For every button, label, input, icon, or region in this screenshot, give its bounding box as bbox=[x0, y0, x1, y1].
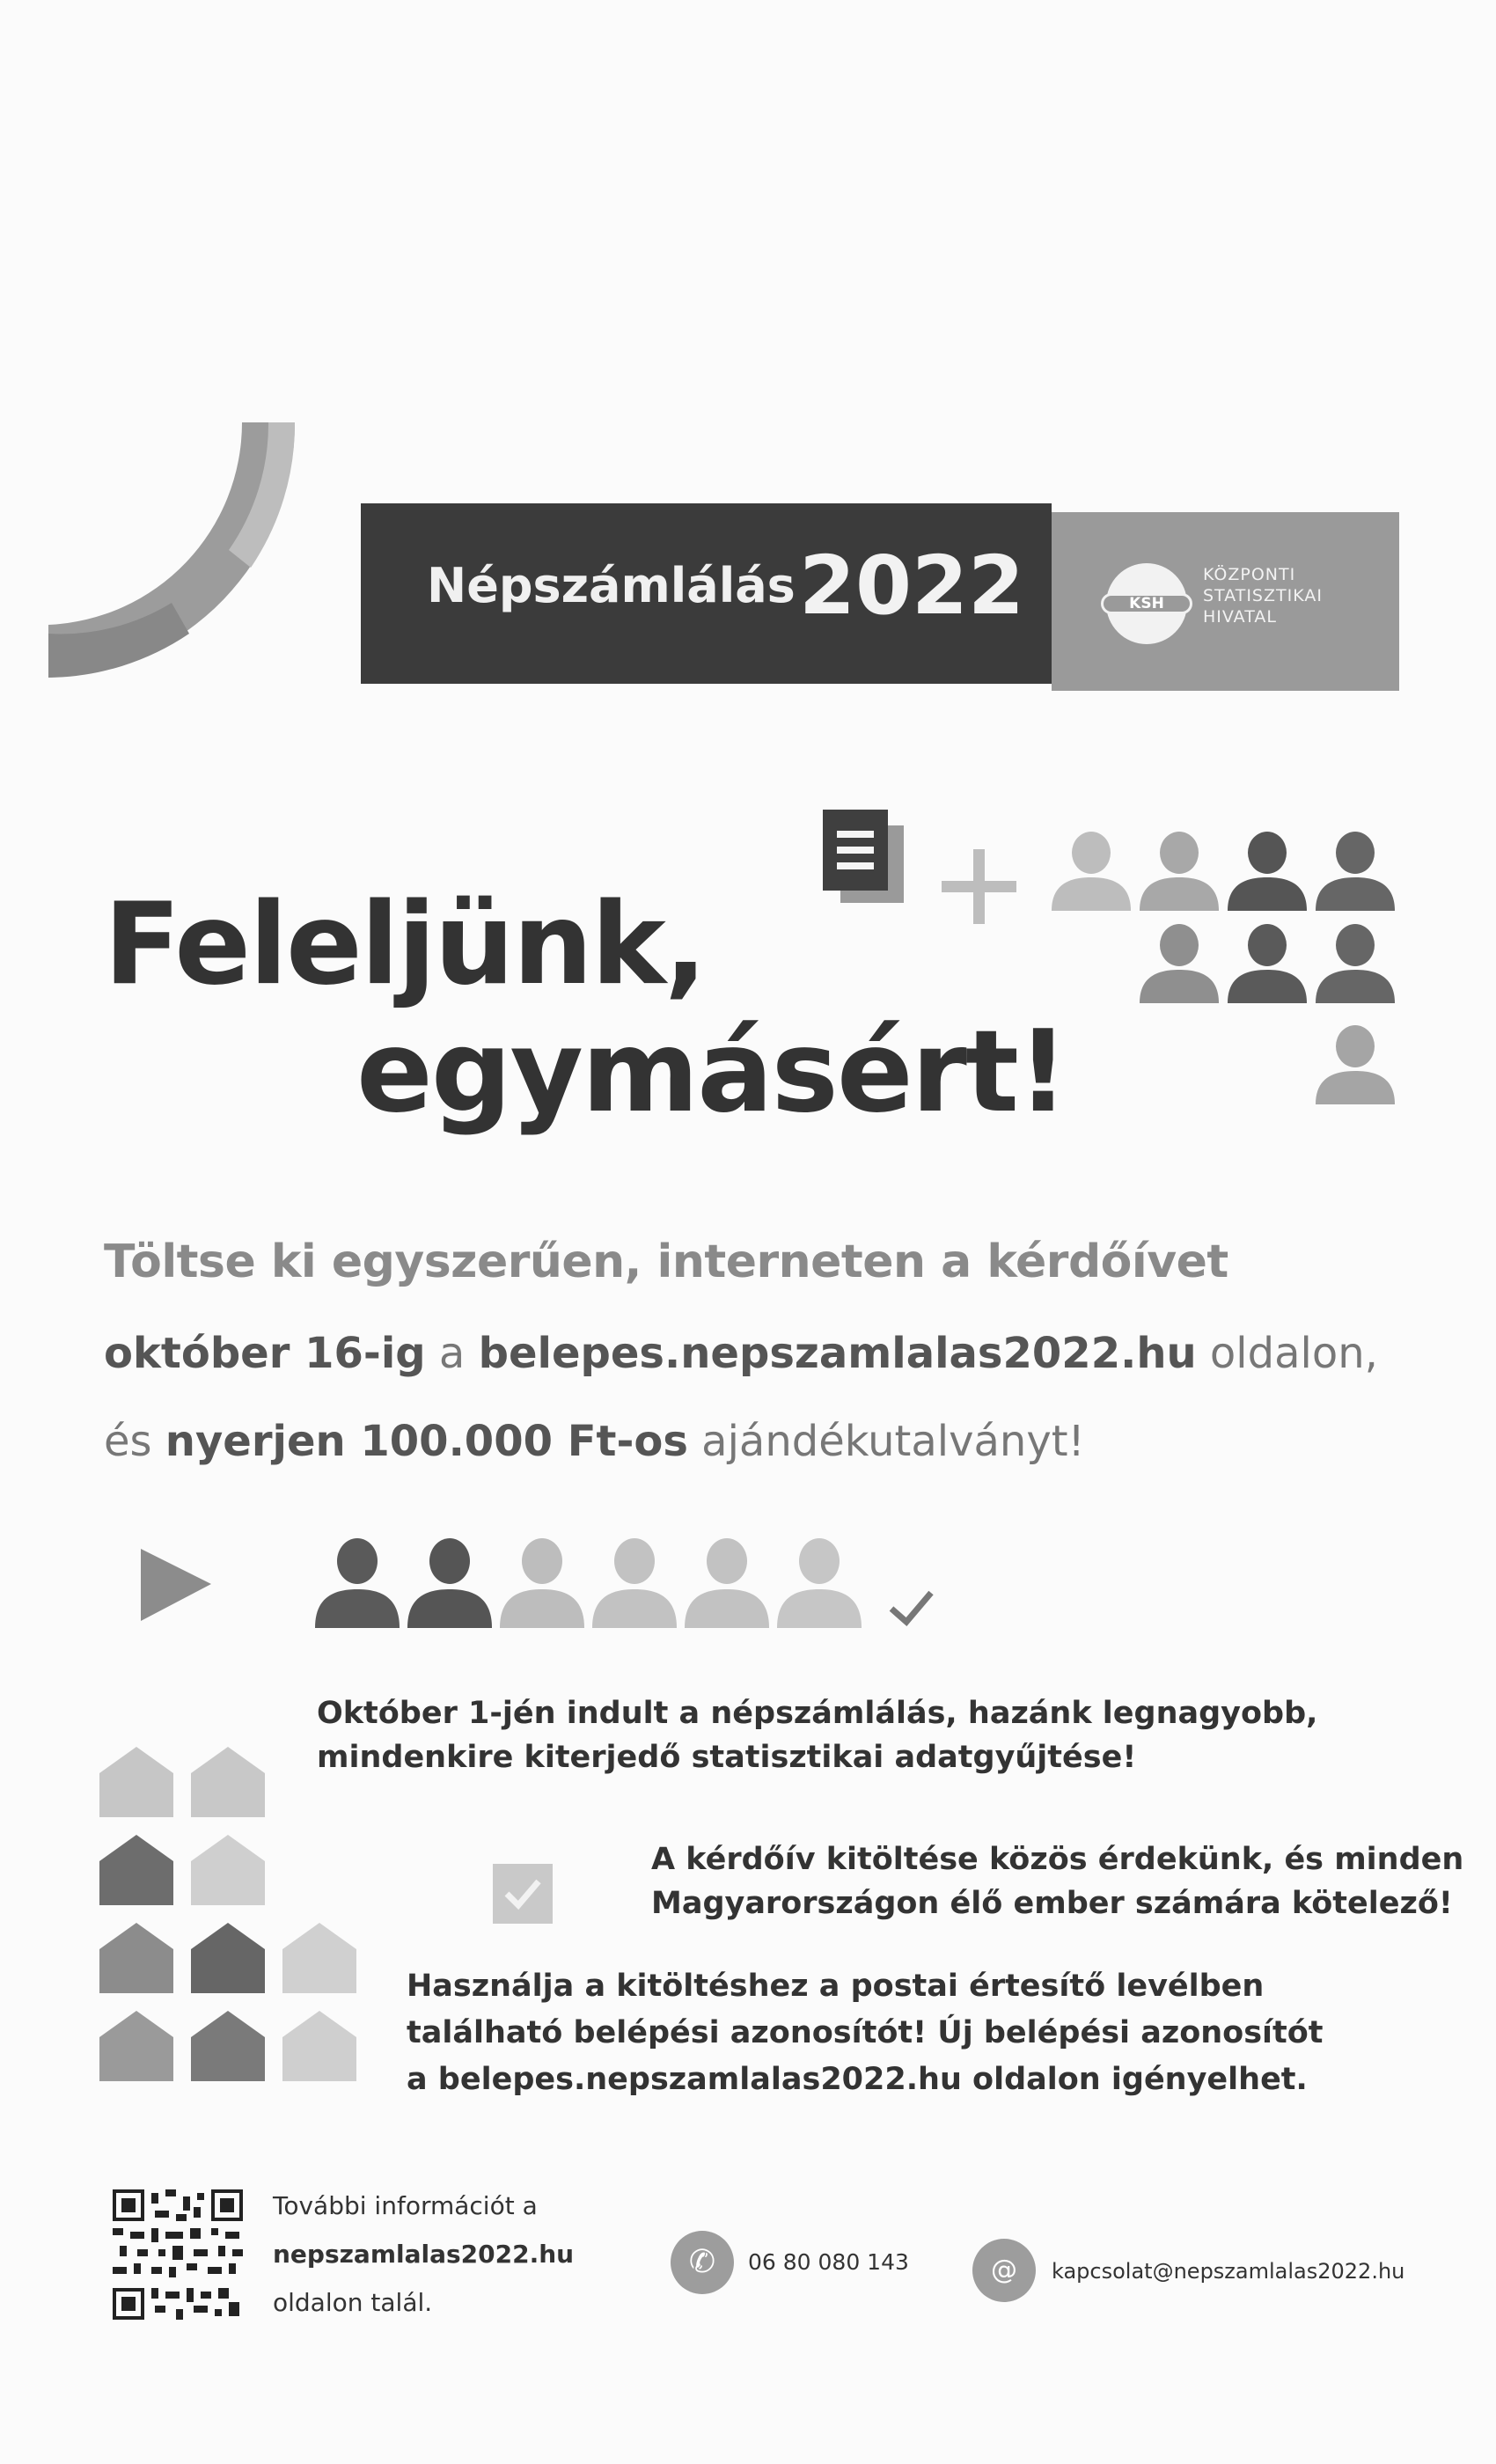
ksh-logo-icon bbox=[1106, 563, 1187, 644]
phone-number[interactable]: 06 80 080 143 bbox=[748, 2249, 909, 2275]
document-icon bbox=[823, 810, 911, 906]
headline-line-2: egymásért! bbox=[356, 1007, 1067, 1138]
footer-info-line-1: További információt a bbox=[273, 2191, 538, 2220]
headline-line-1: Feleljünk, bbox=[104, 879, 706, 1010]
paragraph-2-line-1: A kérdőív kitöltése közös érdekünk, és minden bbox=[651, 1842, 1464, 1877]
decorative-arc bbox=[48, 422, 304, 678]
connector-text: a bbox=[425, 1329, 479, 1378]
play-icon bbox=[141, 1549, 216, 1624]
oldalon-text: oldalon, bbox=[1196, 1329, 1378, 1378]
ksh-logo-block bbox=[1052, 512, 1399, 691]
paragraph-2-line-2: Magyarországon élő ember számára kötelező! bbox=[651, 1886, 1453, 1921]
subheading-line-2 bbox=[104, 1329, 1378, 1378]
deadline-text: október 16-ig bbox=[104, 1329, 426, 1378]
checkbox-icon bbox=[493, 1864, 553, 1924]
progress-people-row bbox=[315, 1538, 949, 1635]
footer-info-line-3: oldalon talál. bbox=[273, 2288, 433, 2317]
ksh-line-1: KÖZPONTI bbox=[1203, 565, 1296, 584]
qr-code bbox=[113, 2189, 243, 2320]
voucher-text: ajándékutalványt! bbox=[687, 1417, 1085, 1466]
ksh-line-2: STATISZTIKAI bbox=[1203, 586, 1323, 605]
email-address[interactable]: kapcsolat@nepszamlalas2022.hu bbox=[1052, 2259, 1405, 2284]
es-text: és bbox=[104, 1417, 165, 1466]
prize-text: nyerjen 100.000 Ft-os bbox=[165, 1417, 688, 1466]
plus-icon bbox=[942, 849, 1016, 924]
banner-title: Népszámlálás bbox=[427, 558, 796, 613]
banner-year: 2022 bbox=[799, 539, 1025, 633]
email-icon: @ bbox=[972, 2239, 1036, 2302]
ksh-abbrev: KSH bbox=[1101, 593, 1192, 614]
subheading-line-3 bbox=[104, 1417, 1085, 1466]
footer-website-link[interactable]: nepszamlalas2022.hu bbox=[273, 2240, 575, 2269]
phone-icon: ✆ bbox=[671, 2231, 734, 2294]
paragraph-3-line-1: Használja a kitöltéshez a postai értesítő levélben bbox=[407, 1969, 1265, 2004]
paragraph-3-line-2: található belépési azonosítót! Új belépési azonosítót bbox=[407, 2015, 1324, 2050]
houses-grid bbox=[99, 1747, 363, 2090]
paragraph-1-line-2: mindenkire kiterjedő statisztikai adatgyűjtése! bbox=[317, 1740, 1137, 1775]
people-group-icon bbox=[1052, 832, 1404, 1113]
ksh-line-3: HIVATAL bbox=[1203, 607, 1277, 627]
subheading-line-1: Töltse ki egyszerűen, interneten a kérdőívet bbox=[104, 1236, 1228, 1288]
header-banner bbox=[361, 503, 1052, 684]
paragraph-1-line-1: Október 1-jén indult a népszámlálás, hazánk legnagyobb, bbox=[317, 1696, 1318, 1731]
paragraph-3-line-3: a belepes.nepszamlalas2022.hu oldalon igényelhet. bbox=[407, 2062, 1308, 2097]
login-url-text: belepes.nepszamlalas2022.hu bbox=[478, 1329, 1197, 1378]
